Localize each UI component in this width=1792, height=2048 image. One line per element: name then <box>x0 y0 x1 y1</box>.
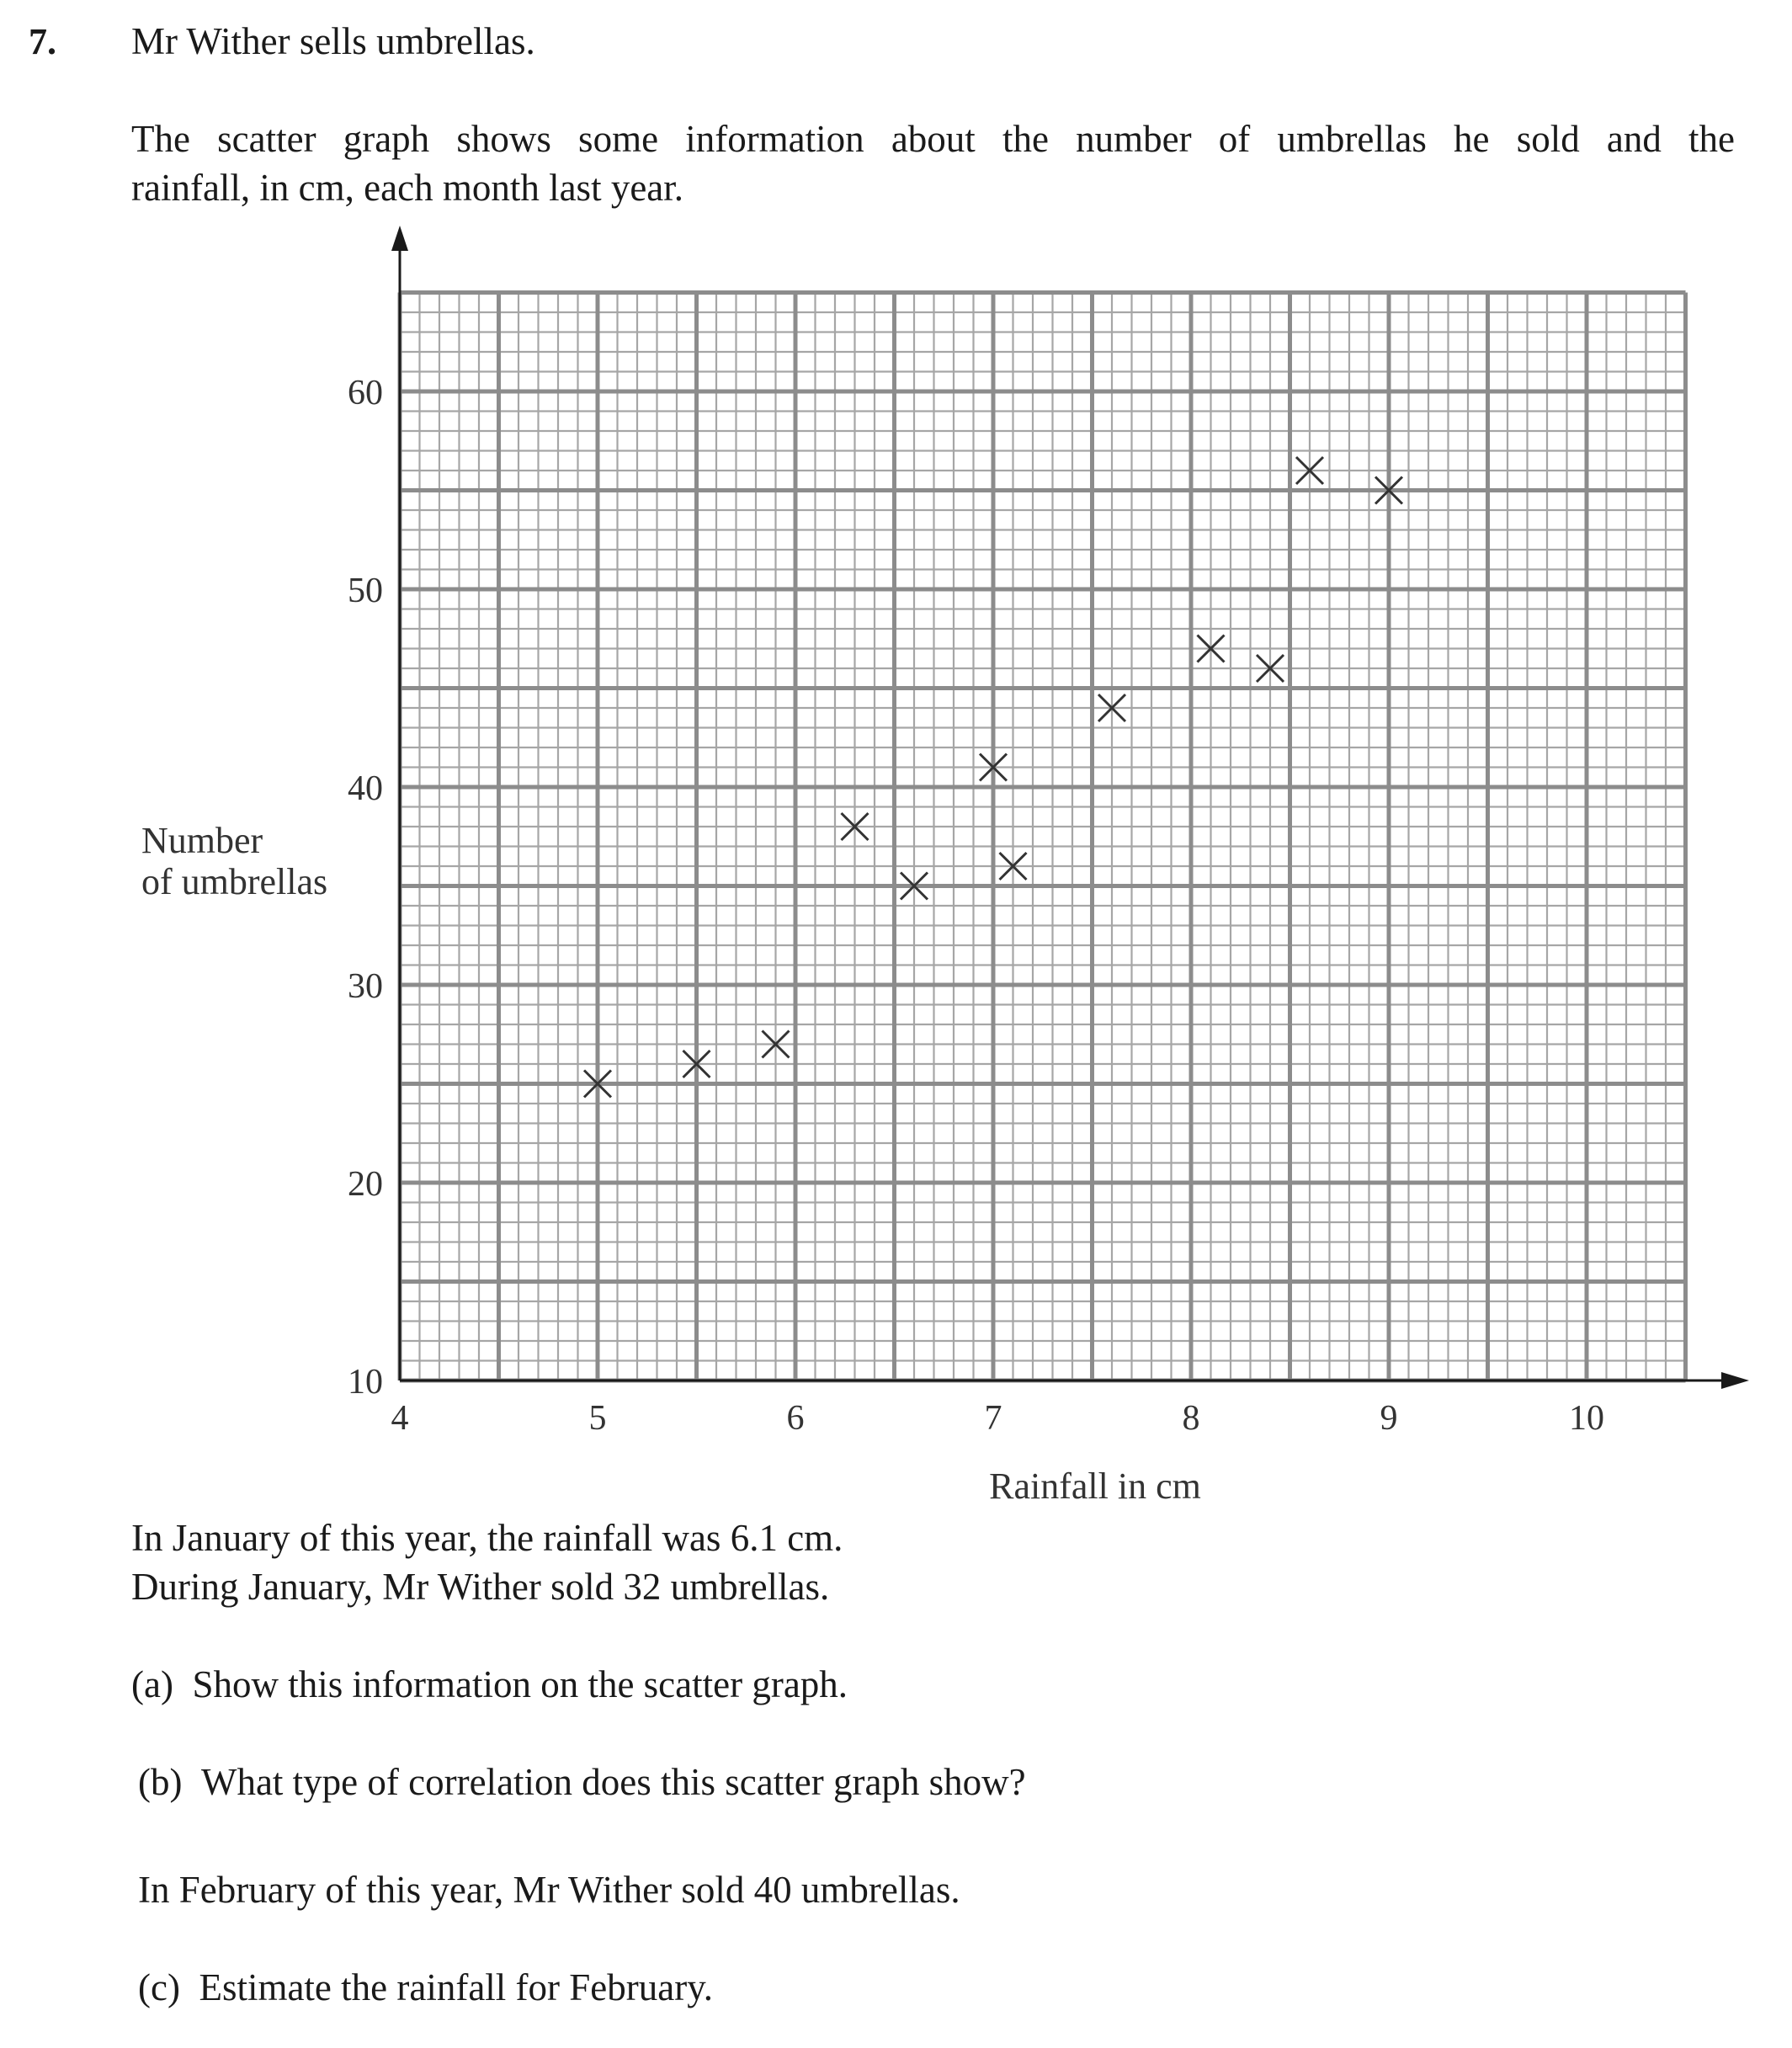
part-c-text: Estimate the rainfall for February. <box>199 1966 714 2008</box>
y-tick-label: 50 <box>348 572 383 610</box>
grid-major-lines <box>400 293 1686 1381</box>
x-tick-label: 8 <box>1182 1399 1200 1438</box>
question-intro: Mr Wither sells umbrellas. <box>131 20 535 62</box>
y-tick-label: 20 <box>348 1165 383 1204</box>
y-axis-arrow <box>391 226 408 251</box>
data-point-cross <box>980 754 1007 781</box>
data-point-cross <box>842 813 869 840</box>
x-tick-label: 4 <box>391 1399 409 1438</box>
y-axis-label-line-2: of umbrellas <box>141 861 328 902</box>
y-tick-label: 30 <box>348 967 383 1006</box>
y-tick-label: 40 <box>348 769 383 808</box>
x-tick-label: 7 <box>984 1399 1002 1438</box>
grid-minor-lines <box>400 293 1686 1381</box>
part-a-label: (a) <box>131 1663 173 1705</box>
february-sales-text: In February of this year, Mr Wither sold 40 umbrellas. <box>138 1869 960 1911</box>
y-tick-label: 10 <box>348 1363 383 1402</box>
data-point-cross <box>683 1051 710 1077</box>
tick-labels <box>348 374 1604 1438</box>
data-point-cross <box>584 1071 611 1098</box>
y-tick-label: 60 <box>348 374 383 412</box>
data-point-cross <box>1375 477 1402 504</box>
data-point-cross <box>901 873 928 900</box>
part-c <box>138 1963 713 2012</box>
part-b-text: What type of correlation does this scatter graph show? <box>200 1761 1026 1803</box>
data-point-cross <box>1198 636 1225 662</box>
axes <box>391 226 1749 1389</box>
part-a <box>131 1660 848 1709</box>
data-points <box>584 457 1402 1098</box>
january-sales-text: During January, Mr Wither sold 32 umbrellas. <box>131 1566 830 1608</box>
question-description-line-2: rainfall, in cm, each month last year. <box>131 167 684 209</box>
data-point-cross <box>1257 655 1284 682</box>
x-tick-label: 6 <box>786 1399 805 1438</box>
january-rainfall-text: In January of this year, the rainfall was 6.1 cm. <box>131 1517 843 1559</box>
x-axis-label: Rainfall in cm <box>989 1466 1201 1507</box>
x-tick-label: 9 <box>1380 1399 1398 1438</box>
question-number: 7. <box>29 21 56 62</box>
x-tick-label: 10 <box>1569 1399 1604 1438</box>
data-point-cross <box>1000 853 1027 880</box>
question-description-line-1: The scatter graph shows some information about the number of umbrellas he sold and the <box>131 118 1735 160</box>
y-axis-label-line-1: Number <box>141 820 263 861</box>
data-point-cross <box>1098 694 1125 721</box>
part-c-label: (c) <box>138 1966 180 2008</box>
x-tick-label: 5 <box>588 1399 607 1438</box>
data-point-cross <box>1296 457 1323 484</box>
x-axis-arrow <box>1721 1372 1749 1389</box>
part-a-text: Show this information on the scatter graph. <box>192 1663 848 1705</box>
part-b-label: (b) <box>138 1761 183 1803</box>
part-b <box>138 1758 1026 1806</box>
data-point-cross <box>763 1031 790 1058</box>
